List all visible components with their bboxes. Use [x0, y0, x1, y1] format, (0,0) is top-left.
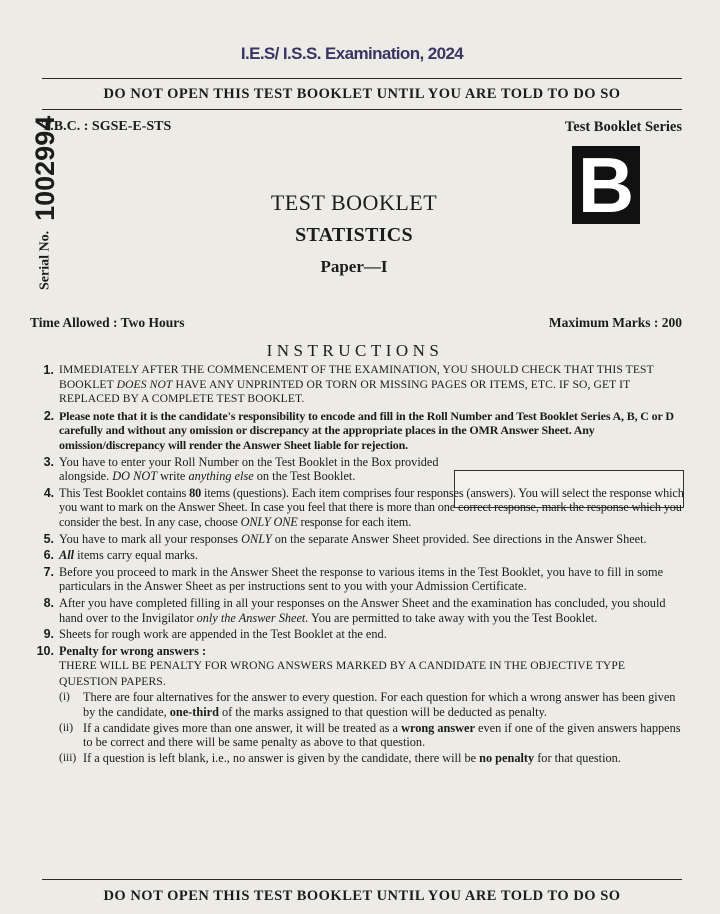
exam-title: I.E.S/ I.S.S. Examination, 2024 [240, 44, 464, 63]
instruction-item: 1. IMMEDIATELY AFTER THE COMMENCEMENT OF THE EXAMINATION, YOU SHOULD CHECK THAT THIS TEST BOOKLET DOES NOT HAVE ANY UNPRINTED OR TORN OR MISSING PAGES OR ITEMS, ETC. IF SO, GET IT REPLACED BY A COMPLETE TEST BOOKLET. [43, 363, 654, 406]
top-rule-lower [42, 109, 682, 110]
serial-number: 1002994 [30, 115, 60, 221]
top-rule [42, 78, 682, 79]
instruction-item: 8. After you have completed filling in all your responses on the Answer Sheet and the examination has concluded, you should hand over to the Invigilator only the Answer Sheet. You are permitted to take away with you the Test Booklet. [43, 595, 666, 625]
instruction-item: 7. Before you proceed to mark in the Answer Sheet the response to various items in the Test Booklet, you have to fill in some particulars in the Answer Sheet as per instructions sent to you with your Admission Certificate. [43, 564, 664, 594]
penalty-title: Penalty for wrong answers : [59, 643, 207, 658]
series-label: Test Booklet Series [564, 119, 682, 135]
warning-banner-bottom: DO NOT OPEN THIS TEST BOOKLET UNTIL YOU ARE TOLD TO DO SO [103, 888, 621, 904]
serial-label: Serial No. [37, 230, 53, 290]
instruction-item: 9. Sheets for rough work are appended in the Test Booklet at the end. [43, 627, 387, 642]
warning-banner-top: DO NOT OPEN THIS TEST BOOKLET UNTIL YOU ARE TOLD TO DO SO [103, 86, 621, 102]
maximum-marks: Maximum Marks : 200 [548, 315, 682, 330]
penalty-point: (ii) If a candidate gives more than one answer, it will be treated as a wrong answer even if one of the given answers happens to be correct and there will be same penalty as above to that question. [59, 720, 681, 750]
tbc-code: T.B.C. : SGSE-E-STS [42, 119, 172, 134]
instruction-item: 2. Please note that it is the candidate's responsibility to encode and fill in the Roll Number and Test Booklet Series A, B, C or D carefully and without any omission or discrepancy at the appropriate places in the OMR Answer Sheet. Any omission/discrepancy will render the Answer Sheet liable for rejection. [43, 408, 674, 452]
bottom-rule [42, 879, 682, 880]
instruction-item: 5. You have to mark all your responses ONLY on the separate Answer Sheet provided. See directions in the Answer Sheet. [43, 531, 647, 546]
subject-title: STATISTICS [295, 224, 413, 246]
penalty-point: (iii) If a question is left blank, i.e., no answer is given by the candidate, there will be no penalty for that question. [59, 750, 621, 765]
paper-title: Paper—I [320, 257, 388, 276]
instruction-item: 3. You have to enter your Roll Number on the Test Booklet in the Box provided alongside. DO NOT write anything else on the Test Booklet. [43, 454, 439, 484]
penalty-point: (i) There are four alternatives for the answer to every question. For each question for which a wrong answer has been given by the candidate, one-third of the marks assigned to that question will be deducted as penalty. [59, 690, 676, 720]
instruction-item: 4. This Test Booklet contains 80 items (questions). Each item comprises four responses (answers). You will select the response which you want to mark on the Answer Sheet. In case you feel that there is more than one correct response, mark the response which you consider the best. In any case, choose ONLY ONE response for each item. [43, 485, 684, 529]
instructions-list [36, 363, 684, 767]
booklet-title: TEST BOOKLET [270, 190, 438, 215]
instruction-item: 6. All items carry equal marks. [43, 548, 198, 563]
series-letter-box: B [572, 146, 640, 224]
instructions-heading: INSTRUCTIONS [266, 341, 444, 360]
time-allowed: Time Allowed : Two Hours [30, 315, 185, 330]
instruction-item: 10. Penalty for wrong answers : THERE WILL BE PENALTY FOR WRONG ANSWERS MARKED BY A CANDIDATE IN THE OBJECTIVE TYPE QUESTION PAPERS. (i) There are four alternatives for the answer to every question. For each question for which a wrong answer has been given by the candidate, one-third of the marks assigned to that question will be deducted as penalty. (ii) If a candidate gives more than one answer, it will be treated as a wrong answer even if one of the given answers happens to be correct and there will be same penalty as above to that question. (iii) If a question is left blank, i.e., no answer is given by the candidate, there will be no penalty for that question. [36, 644, 684, 766]
